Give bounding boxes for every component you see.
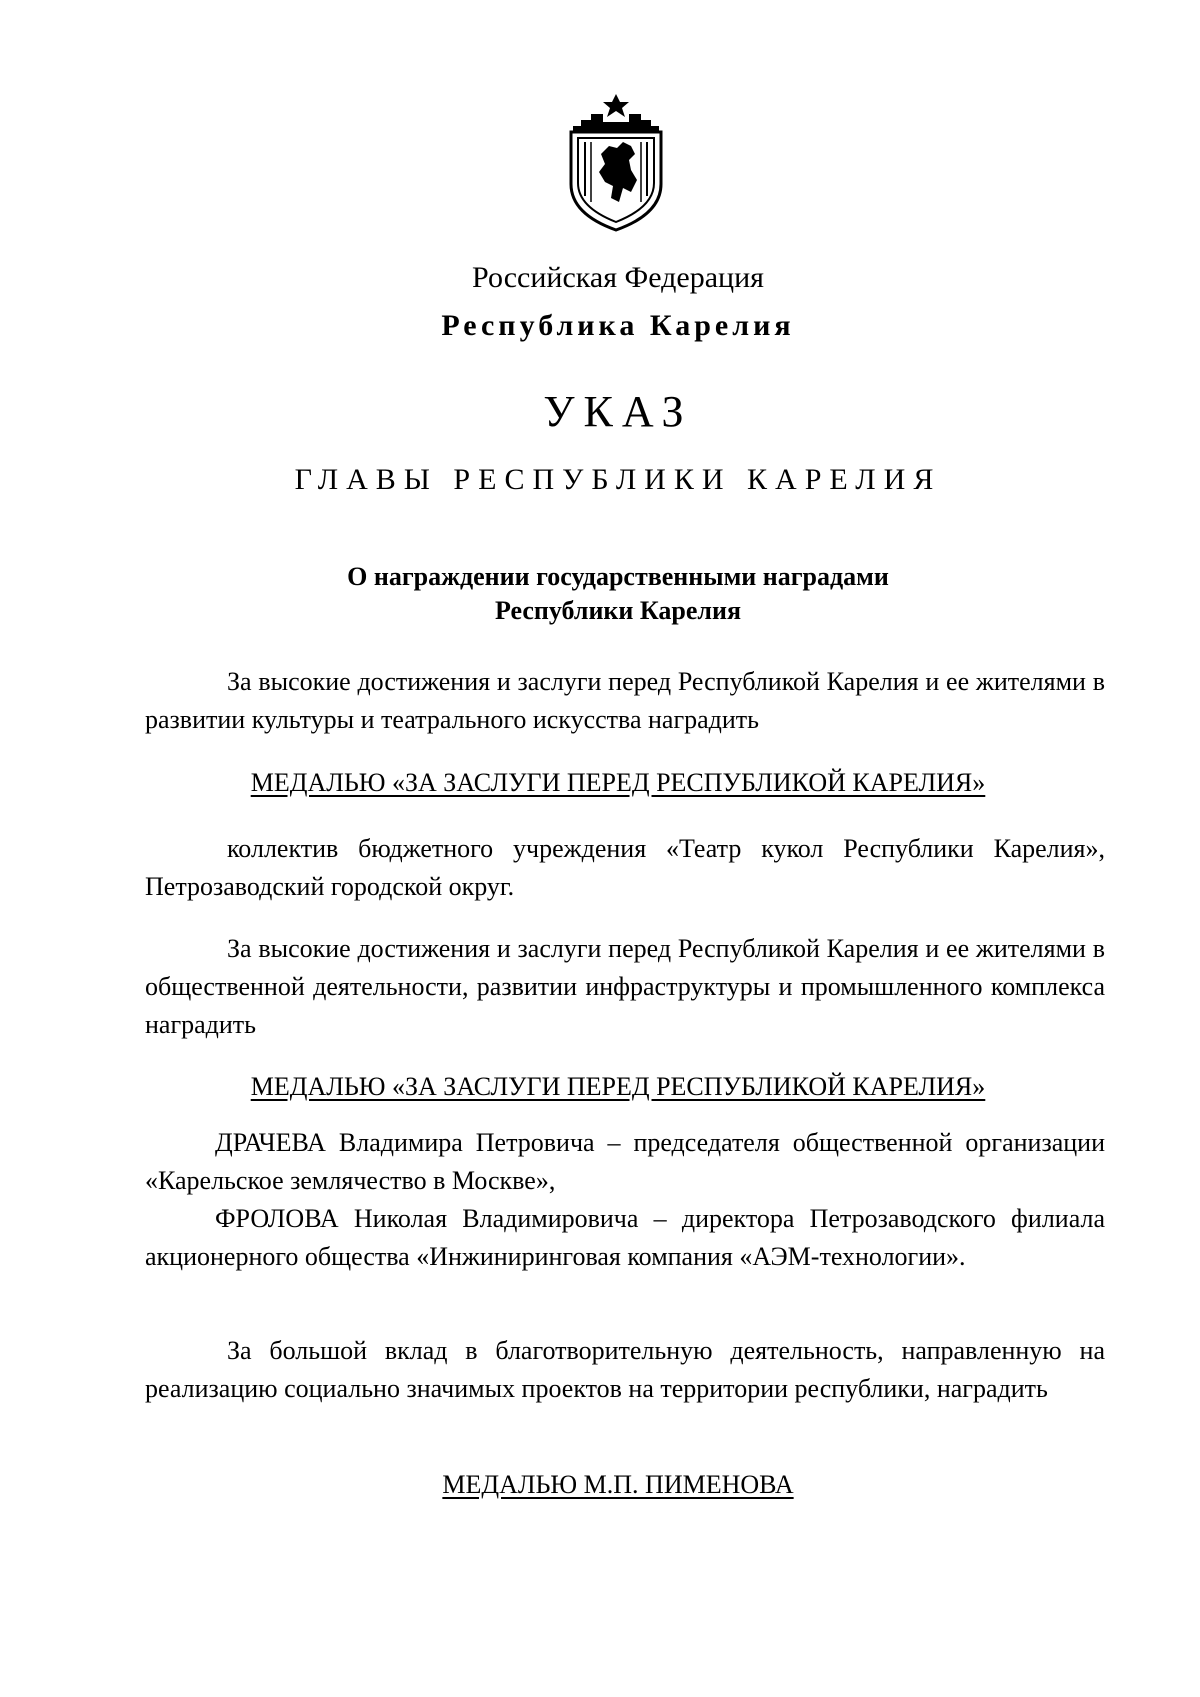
- subject-line-2: Республики Карелия: [494, 596, 742, 625]
- document-type: УКАЗ: [543, 387, 693, 436]
- section-1-recipients: [145, 830, 1105, 906]
- paragraph: За большой вклад в благотворительную деятельность, направленную на реализацию социально значимых проектов на территории республики, наградить: [145, 1336, 1105, 1403]
- decree-subject: [0, 560, 1200, 628]
- issuer-title: ГЛАВЫ РЕСПУБЛИКИ КАРЕЛИЯ: [294, 463, 942, 496]
- country-name: Российская Федерация: [472, 261, 764, 294]
- section-3-intro: [145, 1332, 1105, 1408]
- karelia-coat-of-arms-icon: [565, 92, 667, 232]
- award-title: МЕДАЛЬЮ «ЗА ЗАСЛУГИ ПЕРЕД РЕСПУБЛИКОЙ КАРЕЛИЯ»: [250, 768, 986, 797]
- recipient-item: ФРОЛОВА Николая Владимировича – директора Петрозаводского филиала акционерного общества «Инжиниринговая компания «АЭМ-технологии».: [145, 1204, 1105, 1271]
- subject-line-1: О награждении государственными наградами: [347, 562, 889, 591]
- paragraph: За высокие достижения и заслуги перед Республикой Карелия и ее жителями в развитии культуры и театрального искусства наградить: [145, 667, 1105, 734]
- award-title: МЕДАЛЬЮ «ЗА ЗАСЛУГИ ПЕРЕД РЕСПУБЛИКОЙ КАРЕЛИЯ»: [250, 1072, 986, 1101]
- recipient-item: ДРАЧЕВА Владимира Петровича – председателя общественной организации «Карельское землячество в Москве»,: [145, 1128, 1105, 1195]
- section-2-recipients: [145, 1124, 1105, 1276]
- section-1-intro: [145, 663, 1105, 739]
- republic-name: Республика Карелия: [441, 309, 795, 342]
- award-title: МЕДАЛЬЮ М.П. ПИМЕНОВА: [442, 1470, 794, 1499]
- paragraph: За высокие достижения и заслуги перед Республикой Карелия и ее жителями в общественной деятельности, развитии инфраструктуры и промышленного комплекса наградить: [145, 934, 1105, 1039]
- section-2-intro: [145, 930, 1105, 1044]
- recipient-item: коллектив бюджетного учреждения «Театр кукол Республики Карелия», Петрозаводский городской округ.: [145, 834, 1105, 901]
